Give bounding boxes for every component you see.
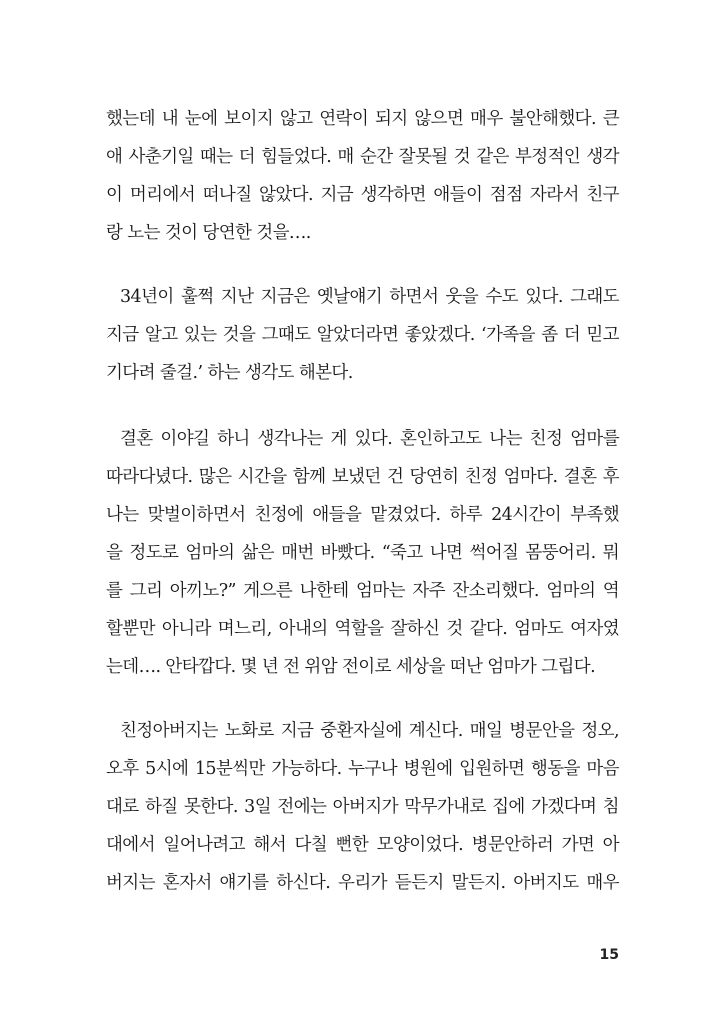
paragraph-1-line-3: 이 머리에서 떠나질 않았다. 지금 생각하면 애들이 점점 자라서 친구 xyxy=(106,185,619,205)
paragraph-3-line-5: 를 그리 아끼노?” 게으른 나한테 엄마는 자주 잔소리했다. 엄마의 역 xyxy=(106,581,619,601)
paragraph-2-line-3: 기다려 줄걸.’ 하는 생각도 해본다. xyxy=(106,363,353,383)
paragraph-4-line-4: 대에서 일어나려고 해서 다칠 뻔한 모양이었다. 병문안하러 가면 아 xyxy=(106,835,619,855)
paragraph-4-line-3: 대로 하질 못한다. 3일 전에는 아버지가 막무가내로 집에 가겠다며 침 xyxy=(106,797,619,817)
paragraph-3-line-7: 는데…. 안타깝다. 몇 년 전 위암 전이로 세상을 떠난 엄마가 그립다. xyxy=(106,657,596,677)
paragraph-3-line-2: 따라다녔다. 많은 시간을 함께 보냈던 건 당연히 친정 엄마다. 결혼 후 xyxy=(106,467,619,487)
paragraph-3-line-1: 결혼 이야길 하니 생각나는 게 있다. 혼인하고도 나는 친정 엄마를 xyxy=(120,429,619,449)
page-number: 15 xyxy=(599,947,619,963)
paragraph-1-line-1: 했는데 내 눈에 보이지 않고 연락이 되지 않으면 매우 불안해했다. 큰 xyxy=(106,109,619,129)
paragraph-2-line-2: 지금 알고 있는 것을 그때도 알았더라면 좋았겠다. ‘가족을 좀 더 믿고 xyxy=(106,325,619,345)
paragraph-1-line-2: 애 사춘기일 때는 더 힘들었다. 매 순간 잘못될 것 같은 부정적인 생각 xyxy=(106,147,619,167)
paragraph-4-line-2: 오후 5시에 15분씩만 가능하다. 누구나 병원에 입원하면 행동을 마음 xyxy=(106,759,619,779)
paragraph-2-line-1: 34년이 훌쩍 지난 지금은 옛날얘기 하면서 웃을 수도 있다. 그래도 xyxy=(120,287,619,307)
paragraph-3-line-6: 할뿐만 아니라 며느리, 아내의 역할을 잘하신 것 같다. 엄마도 여자였 xyxy=(106,619,619,639)
paragraph-3-line-3: 나는 맞벌이하면서 친정에 애들을 맡겼었다. 하루 24시간이 부족했 xyxy=(106,505,619,525)
paragraph-4-line-5: 버지는 혼자서 얘기를 하신다. 우리가 듣든지 말든지. 아버지도 매우 xyxy=(106,873,619,893)
paragraph-3-line-4: 을 정도로 엄마의 삶은 매번 바빴다. “죽고 나면 썩어질 몸뚱어리. 뭐 xyxy=(106,543,619,563)
paragraph-1-line-4: 랑 노는 것이 당연한 것을…. xyxy=(106,223,311,243)
paragraph-4-line-1: 친정아버지는 노화로 지금 중환자실에 계신다. 매일 병문안을 정오, xyxy=(120,721,619,741)
